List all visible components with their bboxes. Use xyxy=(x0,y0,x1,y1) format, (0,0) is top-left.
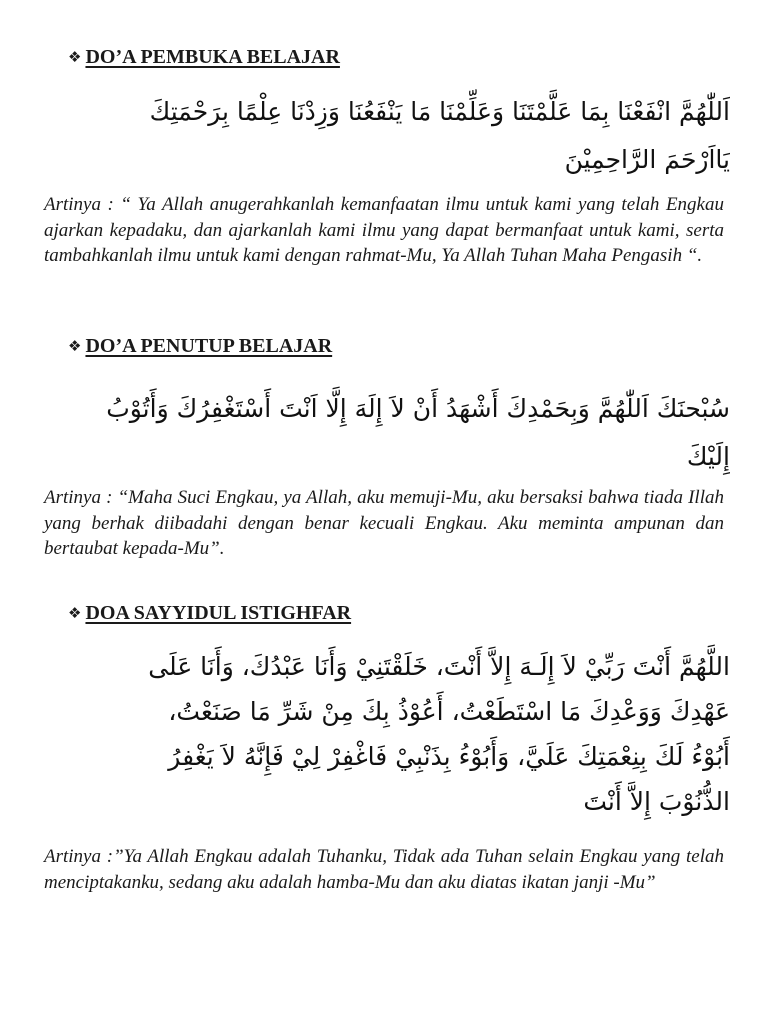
section-heading-istighfar xyxy=(68,601,351,625)
arabic-line: سُبْحنَكَ اَللّٰهُمَّ وَبِحَمْدِكَ أَشْهَدُ أَنْ لاَ إِلَهَ إِلَّا اَنْتَ أَسْتَغْفِرُكَ وَأَتُوْبُ xyxy=(106,394,730,423)
arabic-line: عَهْدِكَ وَوَعْدِكَ مَا اسْتَطَعْتُ، أَعُوْذُ بِكَ مِنْ شَرِّ مَا صَنَعْتُ، xyxy=(168,697,730,726)
diamond-bullet-icon: ❖ xyxy=(68,604,82,622)
arabic-prayer-text xyxy=(44,88,730,184)
section-heading-penutup xyxy=(68,334,332,358)
section-heading-pembuka xyxy=(68,45,340,69)
arabic-line: اللَّهُمَّ أَنْتَ رَبِّيْ لاَ إِلَـهَ إِلاَّ أَنْتَ، خَلَقْتَنِيْ وَأَنَا عَبْدُكَ، وَأَنَا عَلَى xyxy=(148,652,730,681)
arabic-line: الذُّنُوْبَ إِلاَّ أَنْتَ xyxy=(583,787,730,816)
diamond-bullet-icon: ❖ xyxy=(68,48,82,66)
section-title: DOA SAYYIDUL ISTIGHFAR xyxy=(85,602,352,624)
arabic-prayer-text xyxy=(44,385,730,481)
translation-paragraph: Artinya : “ Ya Allah anugerahkanlah kemanfaatan ilmu untuk kami yang telah Engkau ajarkan kepadaku, dan ajarkanlah kami ilmu yang dapat bermanfaat untuk kami, serta tambahkanlah ilmu untuk kami dengan rahmat-Mu, Ya Allah Tuhan Maha Pengasih “. xyxy=(44,194,724,266)
translation-paragraph: Artinya : “Maha Suci Engkau, ya Allah, aku memuji-Mu, aku bersaksi bahwa tiada Illah yang berhak diibadahi dengan benar kecuali Engkau. Aku meminta ampunan dan bertaubat kepada-Mu”. xyxy=(44,487,724,559)
arabic-line: إِلَيْكَ xyxy=(686,442,730,471)
translation-paragraph: Artinya :”Ya Allah Engkau adalah Tuhanku, Tidak ada Tuhan selain Engkau yang telah menciptakanku, sedang aku adalah hamba-Mu dan aku diatas ikatan janji -Mu” xyxy=(44,846,724,893)
section-title: DO’A PEMBUKA BELAJAR xyxy=(85,46,340,68)
diamond-bullet-icon: ❖ xyxy=(68,337,82,355)
arabic-line: اَللّٰهُمَّ انْفَعْنَا بِمَا عَلَّمْتَنَا وَعَلِّمْنَا مَا يَنْفَعُنَا وَزِدْنَا عِلْمًا بِرَحْمَتِكَ xyxy=(149,97,730,126)
section-title: DO’A PENUTUP BELAJAR xyxy=(85,335,333,357)
arabic-line: أَبُوْءُ لَكَ بِنِعْمَتِكَ عَلَيَّ، وَأَبُوْءُ بِذَنْبِيْ فَاغْفِرْ لِيْ فَإِنَّهُ لاَ يَغْفِرُ xyxy=(168,742,730,771)
arabic-prayer-text xyxy=(44,644,730,824)
arabic-line: يَااَرْحَمَ الرَّاحِمِيْنَ xyxy=(564,145,730,174)
